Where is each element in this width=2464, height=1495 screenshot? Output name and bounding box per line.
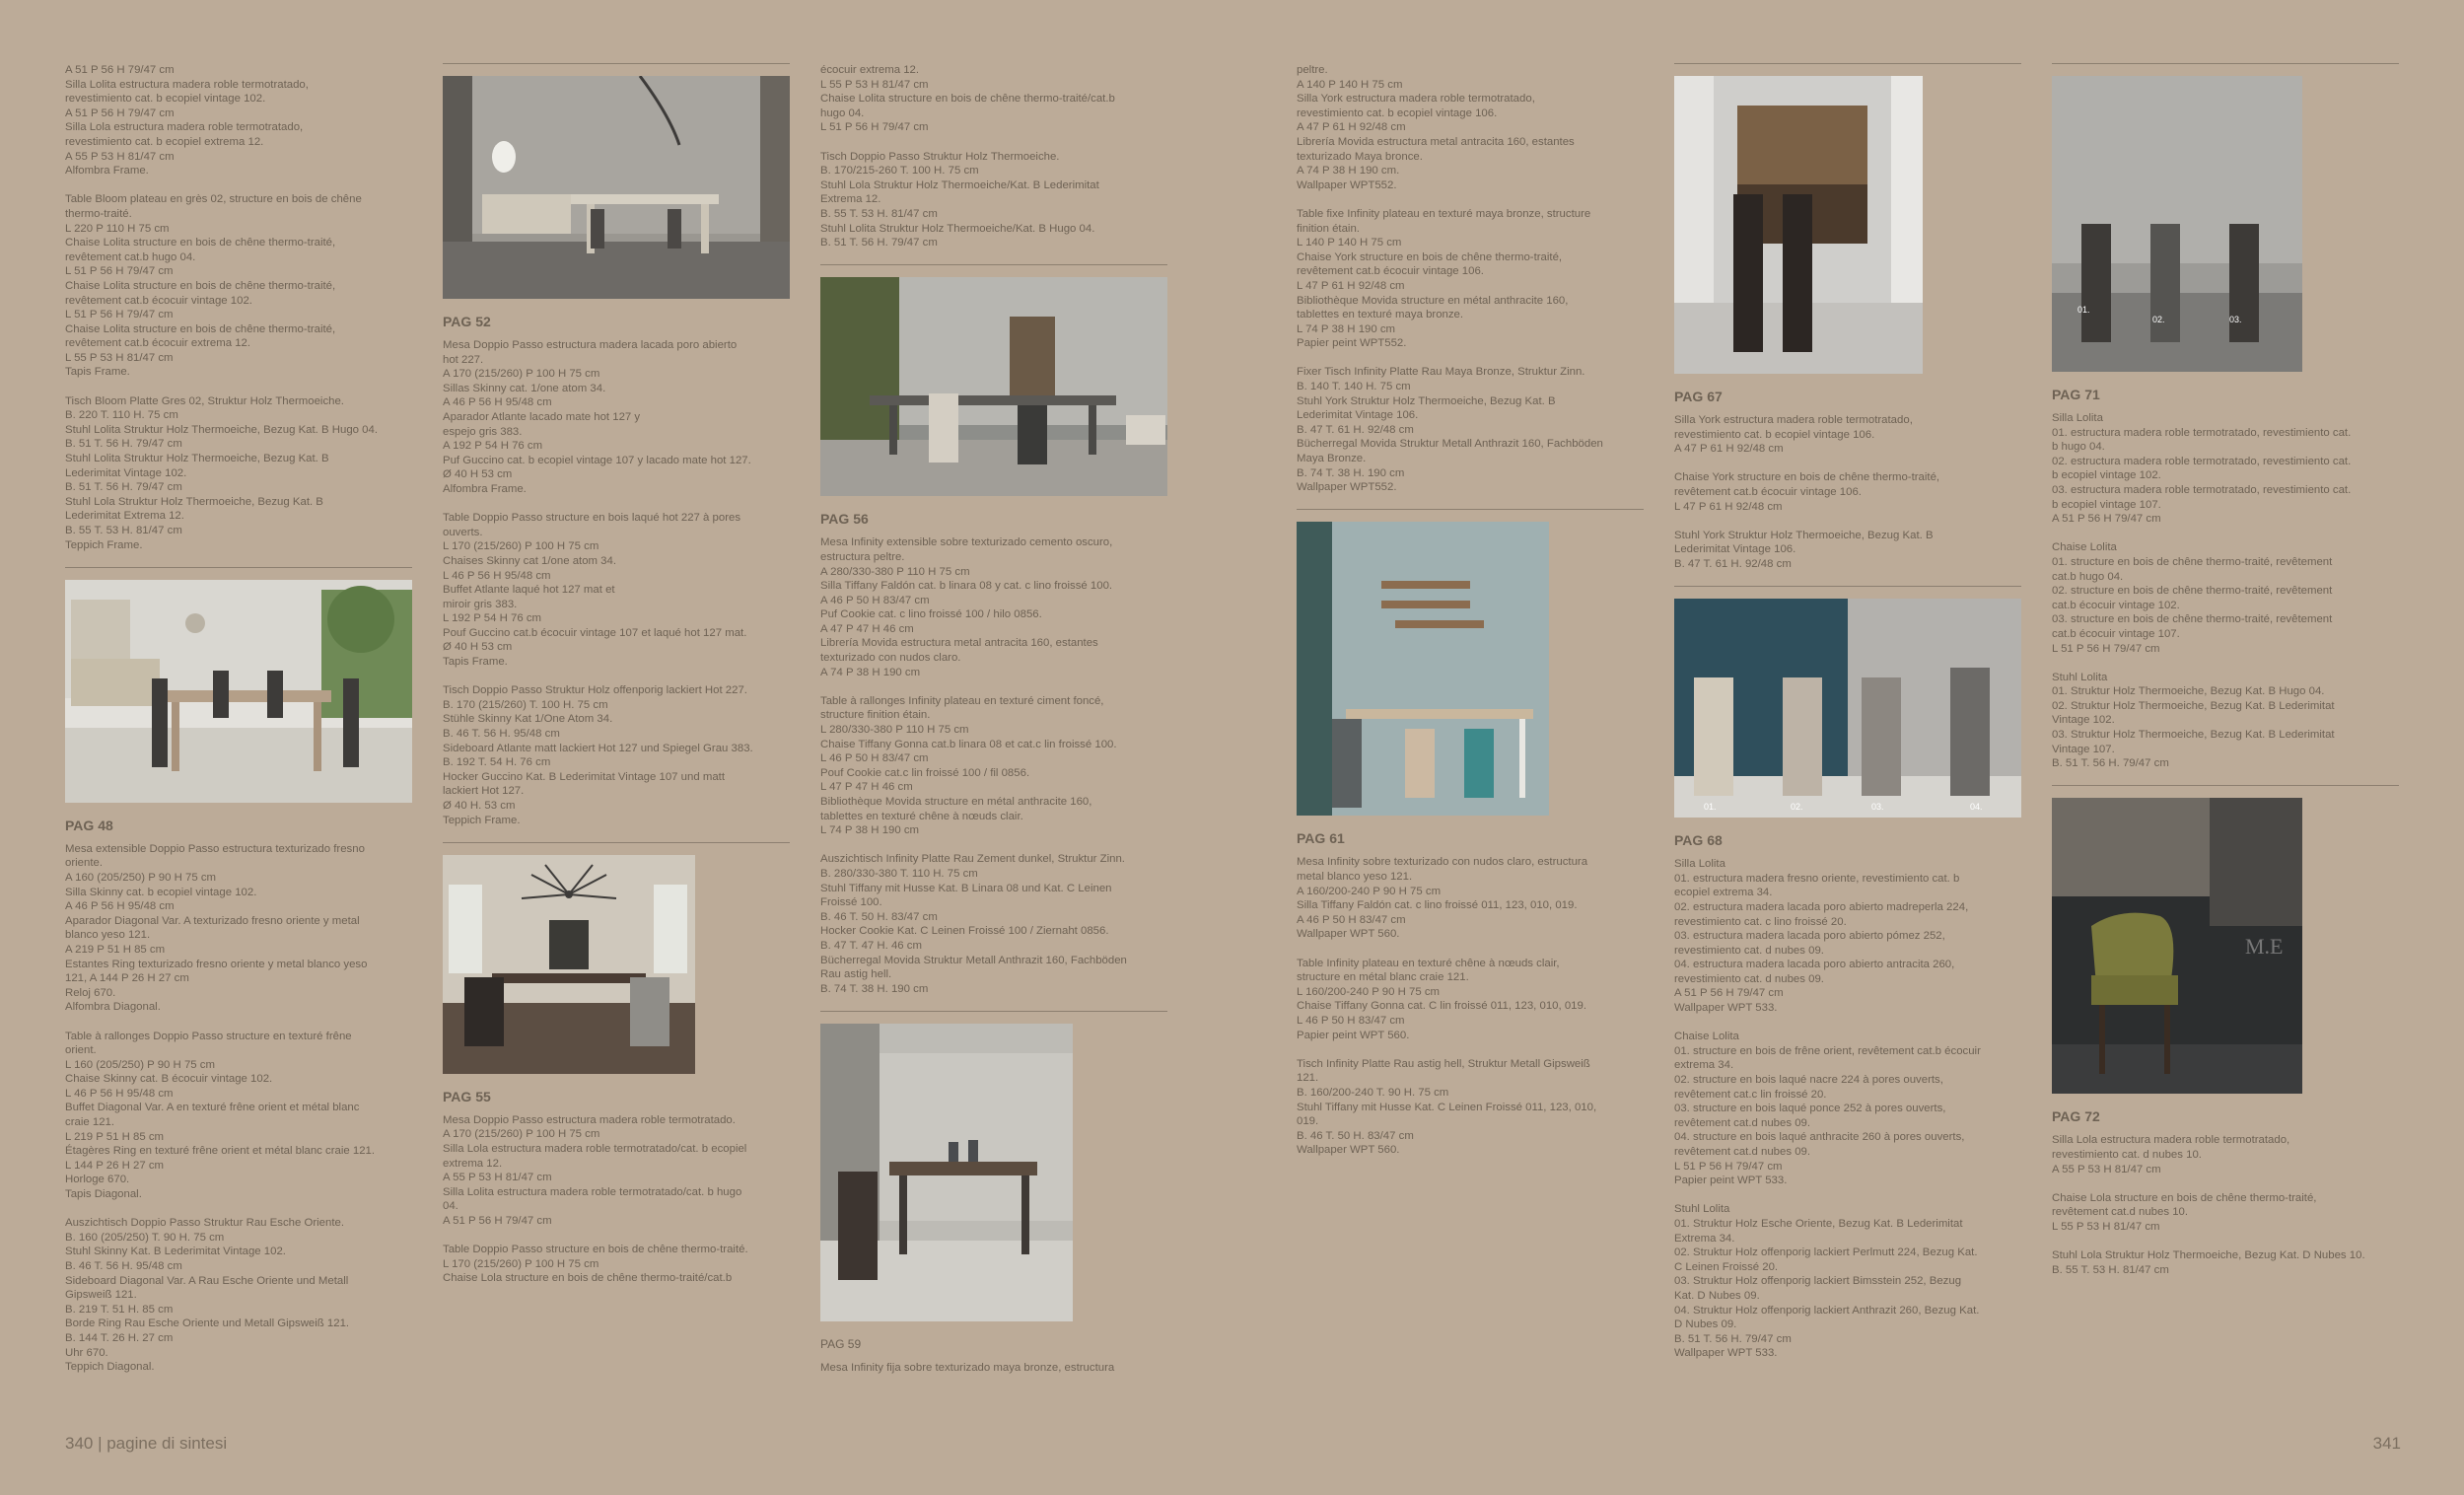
caption-text: Stuhl Lolita 01. Struktur Holz Thermoeiche, Bezug Kat. B Hugo 04. 02. Struktur Holz Thermoeiche, Bezug Kat. B Lederimitat Vintage 102. 03. Struktur Holz Thermoeiche, Bezug Kat. B Lederimitat Vintage 107. B. 51 T. 56 H. 79/47 cm [2052, 671, 2335, 770]
caption-text: écocuir extrema 12. L 55 P 53 H 81/47 cm Chaise Lolita structure en bois de chêne thermo-traité/cat.b hugo 04. L 51 P 56 H 79/47 cm [820, 64, 1115, 134]
divider [65, 567, 412, 568]
caption-text: Chaise York structure en bois de chêne thermo-traité, revêtement cat.b écocuir vintage 106. L 47 P 61 H 92/48 cm [1674, 471, 1940, 513]
page-ref: PAG 52 [443, 314, 491, 329]
page-ref: PAG 56 [820, 511, 869, 528]
column-1 [65, 63, 412, 1388]
page-ref: PAG 59 [820, 1336, 862, 1351]
photo-pag68 [1674, 599, 2021, 818]
photo-pag56 [820, 277, 1167, 496]
caption-text: Tisch Doppio Passo Struktur Holz offenporig lackiert Hot 227. B. 170 (215/260) T. 100 H. 75 cm Stühle Skinny Kat 1/One Atom 34. B. 46 T. 56 H. 95/48 cm Sideboard Atlante matt lackiert Hot 127 und Spiegel Grau 383. B. 192 T. 54 H. 76 cm Hocker Guccino Kat. B Lederimitat Vintage 107 und matt lackiert Hot 127. Ø 40 H. 53 cm Teppich Frame. [443, 684, 753, 826]
divider [820, 264, 1167, 265]
column-2 [443, 63, 790, 1301]
caption-text: Silla Lolita 01. estructura madera roble termotratado, revestimiento cat. b hugo 04. 02. estructura madera roble termotratado, revestimiento cat. b ecopiel vintage 102. 03. estructura madera roble termotratado, revestimiento cat. b ecopiel vintage 107. A 51 P 56 H 79/47 cm [2052, 412, 2352, 526]
page-ref: PAG 61 [1297, 830, 1345, 847]
caption-text: Silla Lola estructura madera roble termotratado, revestimiento cat. d nubes 10. A 55 P 53 H 81/47 cm [2052, 1134, 2290, 1175]
photo-pag52 [443, 76, 790, 299]
caption-text: Mesa extensible Doppio Passo estructura texturizado fresno oriente. A 160 (205/250) P 90 H 75 cm Silla Skinny cat. b ecopiel vintage 102. A 46 P 56 H 95/48 cm Aparador Diagonal Var. A texturizado fresno oriente y metal blanco yeso 121. A 219 P 51 H 85 cm Estantes Ring texturizado fresno oriente y metal blanco yeso 121, A 144 P 26 H 27 cm Reloj 670. Alfombra Diagonal. [65, 842, 368, 1014]
chair-label: 01. [1704, 802, 1717, 813]
caption-text: Silla York estructura madera roble termotratado, revestimiento cat. b ecopiel vintage 106. A 47 P 61 H 92/48 cm [1674, 414, 1913, 456]
divider [443, 842, 790, 843]
caption-text: Table Bloom plateau en grès 02, structure en bois de chêne thermo-traité. L 220 P 110 H 75 cm Chaise Lolita structure en bois de chêne thermo-traité, revêtement cat.b hugo 04. L 51 P 56 H 79/47 cm Chaise Lolita structure en bois de chêne thermo-traité, revêtement cat.b écocuir vintage 102. L 51 P 56 H 79/47 cm Chaise Lolita structure en bois de chêne thermo-traité, revêtement cat.b écocuir extrema 12. L 55 P 53 H 81/47 cm Tapis Frame. [65, 193, 362, 379]
divider [2052, 63, 2399, 64]
divider [1297, 509, 1644, 510]
footer-page-number: 341 [2372, 1434, 2401, 1453]
page-ref: PAG 67 [1674, 389, 1723, 404]
caption-text: Table à rallonges Infinity plateau en texturé ciment foncé, structure finition étain. L 280/330-380 P 110 H 75 cm Chaise Tiffany Gonna cat.b linara 08 et cat.c lin froissé 100. L 46 P 50 H 83/47 cm Pouf Cookie cat.c lin froissé 100 / fil 0856. L 47 P 47 H 46 cm Bibliothèque Movida structure en métal anthracite 160, tablettes en texturé chêne à nœuds clair. L 74 P 38 H 190 cm [820, 694, 1117, 837]
caption-text: Tisch Infinity Platte Rau astig hell, Struktur Metall Gipsweiß 121. B. 160/200-240 T. 90 H. 75 cm Stuhl Tiffany mit Husse Kat. C Leinen Froissé 011, 123, 010, 019. B. 46 T. 50 H. 83/47 cm Wallpaper WPT 560. [1297, 1057, 1597, 1157]
caption-text: Mesa Infinity sobre texturizado con nudos claro, estructura metal blanco yeso 121. A 160/200-240 P 90 H 75 cm Silla Tiffany Faldón cat. c lino froissé 011, 123, 010, 019. A 46 P 50 H 83/47 cm Wallpaper WPT 560. [1297, 856, 1588, 941]
divider [443, 63, 790, 64]
caption-text: Mesa Infinity fija sobre texturizado maya bronze, estructura [820, 1361, 1115, 1374]
divider [820, 1011, 1167, 1012]
footer-left: 340 | pagine di sintesi [65, 1434, 228, 1453]
caption-text: Stuhl York Struktur Holz Thermoeiche, Bezug Kat. B Lederimitat Vintage 106. B. 47 T. 61 H. 92/48 cm [1674, 529, 1934, 570]
caption-text: peltre. A 140 P 140 H 75 cm Silla York estructura madera roble termotratado, revestimiento cat. b ecopiel vintage 106. A 47 P 61 H 92/48 cm Librería Movida estructura metal antracita 160, estantes texturizado Maya bronce. A 74 P 38 H 190 cm. Wallpaper WPT552. [1297, 64, 1575, 191]
caption-text: Table fixe Infinity plateau en texturé maya bronze, structure finition étain. L 140 P 140 H 75 cm Chaise York structure en bois de chêne thermo-traité, revêtement cat.b écocuir vintage 106. L 47 P 61 H 92/48 cm Bibliothèque Movida structure en métal anthracite 160, tablettes en texturé maya bronze. L 74 P 38 H 190 cm Papier peint WPT552. [1297, 207, 1591, 350]
caption-text: Stuhl Lola Struktur Holz Thermoeiche, Bezug Kat. D Nubes 10. B. 55 T. 53 H. 81/47 cm [2052, 1249, 2365, 1276]
column-6 [2052, 63, 2399, 1292]
caption-text: Chaise Lolita 01. structure en bois de frêne orient, revêtement cat.b écocuir extrema 34. 02. structure en bois laqué nacre 224 à pores ouverts, revêtement cat.c lin froissé 20. 03. structure en bois laqué ponce 252 à pores ouverts, revêtement cat.d nubes 09. 04. structure en bois laqué anthracite 260 à pores ouverts, revêtement cat.d nubes 09. L 51 P 56 H 79/47 cm Papier peint WPT 533. [1674, 1031, 1981, 1187]
caption-text: Mesa Doppio Passo estructura madera lacada poro abierto hot 227. A 170 (215/260) P 100 H 75 cm Sillas Skinny cat. 1/one atom 34. A 46 P 56 H 95/48 cm Aparador Atlante lacado mate hot 127 y espejo gris 383. A 192 P 54 H 76 cm Puf Guccino cat. b ecopiel vintage 107 y lacado mate hot 127. Ø 40 H 53 cm Alfombra Frame. [443, 339, 751, 495]
chair-label: 02. [1791, 802, 1803, 813]
divider [1674, 63, 2021, 64]
caption-text: Silla Lolita 01. estructura madera fresno oriente, revestimiento cat. b ecopiel extrema 34. 02. estructura madera lacada poro abierto madreperla 224, revestimiento cat. c lino froissé 20. 03. estructura madera lacada poro abierto pómez 252, revestimiento cat. d nubes 09. 04. estructura madera lacada poro abierto antracita 260, revestimiento cat. d nubes 09. A 51 P 56 H 79/47 cm Wallpaper WPT 533. [1674, 858, 1969, 1015]
logo-text: M.E [2245, 934, 2284, 960]
caption-text: Table Doppio Passo structure en bois de chêne thermo-traité. L 170 (215/260) P 100 H 75 cm Chaise Lola structure en bois de chêne thermo-traité/cat.b [443, 1244, 748, 1285]
page-ref: PAG 48 [65, 817, 113, 833]
photo-pag48 [65, 580, 412, 803]
photo-pag55 [443, 855, 695, 1074]
caption-text: Table à rallonges Doppio Passo structure en texturé frêne orient. L 160 (205/250) P 90 H 75 cm Chaise Skinny cat. B écocuir vintage 102. L 46 P 56 H 95/48 cm Buffet Diagonal Var. A en texturé frêne orient et métal blanc craie 121. L 219 P 51 H 85 cm Étagères Ring en texturé frêne orient et métal blanc craie 121. L 144 P 26 H 27 cm Horloge 670. Tapis Diagonal. [65, 1030, 376, 1201]
chair-label: 02. [2152, 315, 2165, 324]
caption-text: A 51 P 56 H 79/47 cm Silla Lolita estructura madera roble termotratado, revestimiento cat. b ecopiel vintage 102. A 51 P 56 H 79/47 cm Silla Lola estructura madera roble termotratado, revestimiento cat. b ecopiel extrema 12. A 55 P 53 H 81/47 cm Alfombra Frame. [65, 64, 309, 178]
caption-text: Table Infinity plateau en texturé chêne à nœuds clair, structure en métal blanc craie 121. L 160/200-240 P 90 H 75 cm Chaise Tiffany Gonna cat. C lin froissé 011, 123, 010, 019. L 46 P 50 H 83/47 cm Papier peint WPT 560. [1297, 957, 1587, 1041]
caption-text: Chaise Lolita 01. structure en bois de chêne thermo-traité, revêtement cat.b hugo 04. 02. structure en bois de chêne thermo-traité, revêtement cat.b écocuir vintage 102. 03. structure en bois de chêne thermo-traité, revêtement cat.b écocuir vintage 107. L 51 P 56 H 79/47 cm [2052, 541, 2333, 655]
photo-pag72 [2052, 798, 2302, 1094]
page-ref: PAG 71 [2052, 387, 2100, 402]
caption-text: Tisch Doppio Passo Struktur Holz Thermoeiche. B. 170/215-260 T. 100 H. 75 cm Stuhl Lola Struktur Holz Thermoeiche/Kat. B Lederimitat Extrema 12. B. 55 T. 53 H. 81/47 cm Stuhl Lolita Struktur Holz Thermoeiche/Kat. B Hugo 04. B. 51 T. 56 H. 79/47 cm [820, 150, 1099, 249]
caption-text: Tisch Bloom Platte Gres 02, Struktur Holz Thermoeiche. B. 220 T. 110 H. 75 cm Stuhl Lolita Struktur Holz Thermoeiche, Bezug Kat. B Hugo 04. B. 51 T. 56 H. 79/47 cm Stuhl Lolita Struktur Holz Thermoeiche, Bezug Kat. B Lederimitat Vintage 102. B. 51 T. 56 H. 79/47 cm Stuhl Lola Struktur Holz Thermoeiche, Bezug Kat. B Lederimitat Extrema 12. B. 55 T. 53 H. 81/47 cm Teppich Frame. [65, 394, 378, 551]
photo-pag67 [1674, 76, 1923, 374]
photo-pag61 [1297, 522, 1549, 816]
caption-text: Auszichtisch Infinity Platte Rau Zement dunkel, Struktur Zinn. B. 280/330-380 T. 110 H. 75 cm Stuhl Tiffany mit Husse Kat. B Linara 08 und Kat. C Leinen Froissé 100. B. 46 T. 50 H. 83/47 cm Hocker Cookie Kat. C Leinen Froissé 100 / Ziernaht 0856. B. 47 T. 47 H. 46 cm Bücherregal Movida Struktur Metall Anthrazit 160, Fachböden Rau astig hell. B. 74 T. 38 H. 190 cm [820, 853, 1127, 995]
caption-text: Mesa Infinity extensible sobre texturizado cemento oscuro, estructura peltre. A 280/330-380 P 110 H 75 cm Silla Tiffany Faldón cat. b linara 08 y cat. c lino froissé 100. A 46 P 50 H 83/47 cm Puf Cookie cat. c lino froissé 100 / hilo 0856. A 47 P 47 H 46 cm Librería Movida estructura metal antracita 160, estantes texturizado con nudos claro. A 74 P 38 H 190 cm [820, 536, 1113, 678]
chair-label: 01. [2077, 305, 2090, 315]
column-3 [820, 63, 1167, 1389]
chair-label: 04. [1970, 802, 1983, 813]
page-ref: PAG 68 [1674, 832, 1723, 849]
page-ref: PAG 72 [2052, 1108, 2100, 1125]
photo-pag59 [820, 1024, 1073, 1321]
caption-text: Stuhl Lolita 01. Struktur Holz Esche Oriente, Bezug Kat. B Lederimitat Extrema 34. 02. Struktur Holz offenporig lackiert Perlmutt 224, Bezug Kat. C Leinen Froissé 20. 03. Struktur Holz offenporig lackiert Bimsstein 252, Bezug Kat. D Nubes 09. 04. Struktur Holz offenporig lackiert Anthrazit 260, Bezug Kat. D Nubes 09. B. 51 T. 56 H. 79/47 cm Wallpaper WPT 533. [1674, 1203, 1980, 1360]
caption-text: Fixer Tisch Infinity Platte Rau Maya Bronze, Struktur Zinn. B. 140 T. 140 H. 75 cm Stuhl York Struktur Holz Thermoeiche, Bezug Kat. B Lederimitat Vintage 106. B. 47 T. 61 H. 92/48 cm Bücherregal Movida Struktur Metall Anthrazit 160, Fachböden Maya Bronze. B. 74 T. 38 H. 190 cm Wallpaper WPT552. [1297, 366, 1603, 494]
caption-text: Auszichtisch Doppio Passo Struktur Rau Esche Oriente. B. 160 (205/250) T. 90 H. 75 cm Stuhl Skinny Kat. B Lederimitat Vintage 102. B. 46 T. 56 H. 95/48 cm Sideboard Diagonal Var. A Rau Esche Oriente und Metall Gipsweiß 121. B. 219 T. 51 H. 85 cm Borde Ring Rau Esche Oriente und Metall Gipsweiß 121. B. 144 T. 26 H. 27 cm Uhr 670. Teppich Diagonal. [65, 1217, 350, 1374]
caption-text: Table Doppio Passo structure en bois laqué hot 227 à pores ouverts. L 170 (215/260) P 100 H 75 cm Chaises Skinny cat 1/one atom 34. L 46 P 56 H 95/48 cm Buffet Atlante laqué hot 127 mat et miroir gris 383. L 192 P 54 H 76 cm Pouf Guccino cat.b écocuir vintage 107 et laqué hot 127 mat. Ø 40 H 53 cm Tapis Frame. [443, 512, 747, 669]
divider [2052, 785, 2399, 786]
caption-text: Chaise Lola structure en bois de chêne thermo-traité, revêtement cat.d nubes 10. L 55 P 53 H 81/47 cm [2052, 1191, 2317, 1233]
divider [1674, 586, 2021, 587]
column-4 [1297, 63, 1644, 1172]
page-ref: PAG 55 [443, 1088, 491, 1104]
chair-label: 03. [2229, 315, 2242, 324]
caption-text: Mesa Doppio Passo estructura madera roble termotratado. A 170 (215/260) P 100 H 75 cm Silla Lola estructura madera roble termotratado/cat. b ecopiel extrema 12. A 55 P 53 H 81/47 cm Silla Lolita estructura madera roble termotratado/cat. b hugo 04. A 51 P 56 H 79/47 cm [443, 1113, 747, 1227]
column-5 [1674, 63, 2021, 1376]
photo-pag71 [2052, 76, 2302, 372]
chair-label: 03. [1871, 802, 1884, 813]
